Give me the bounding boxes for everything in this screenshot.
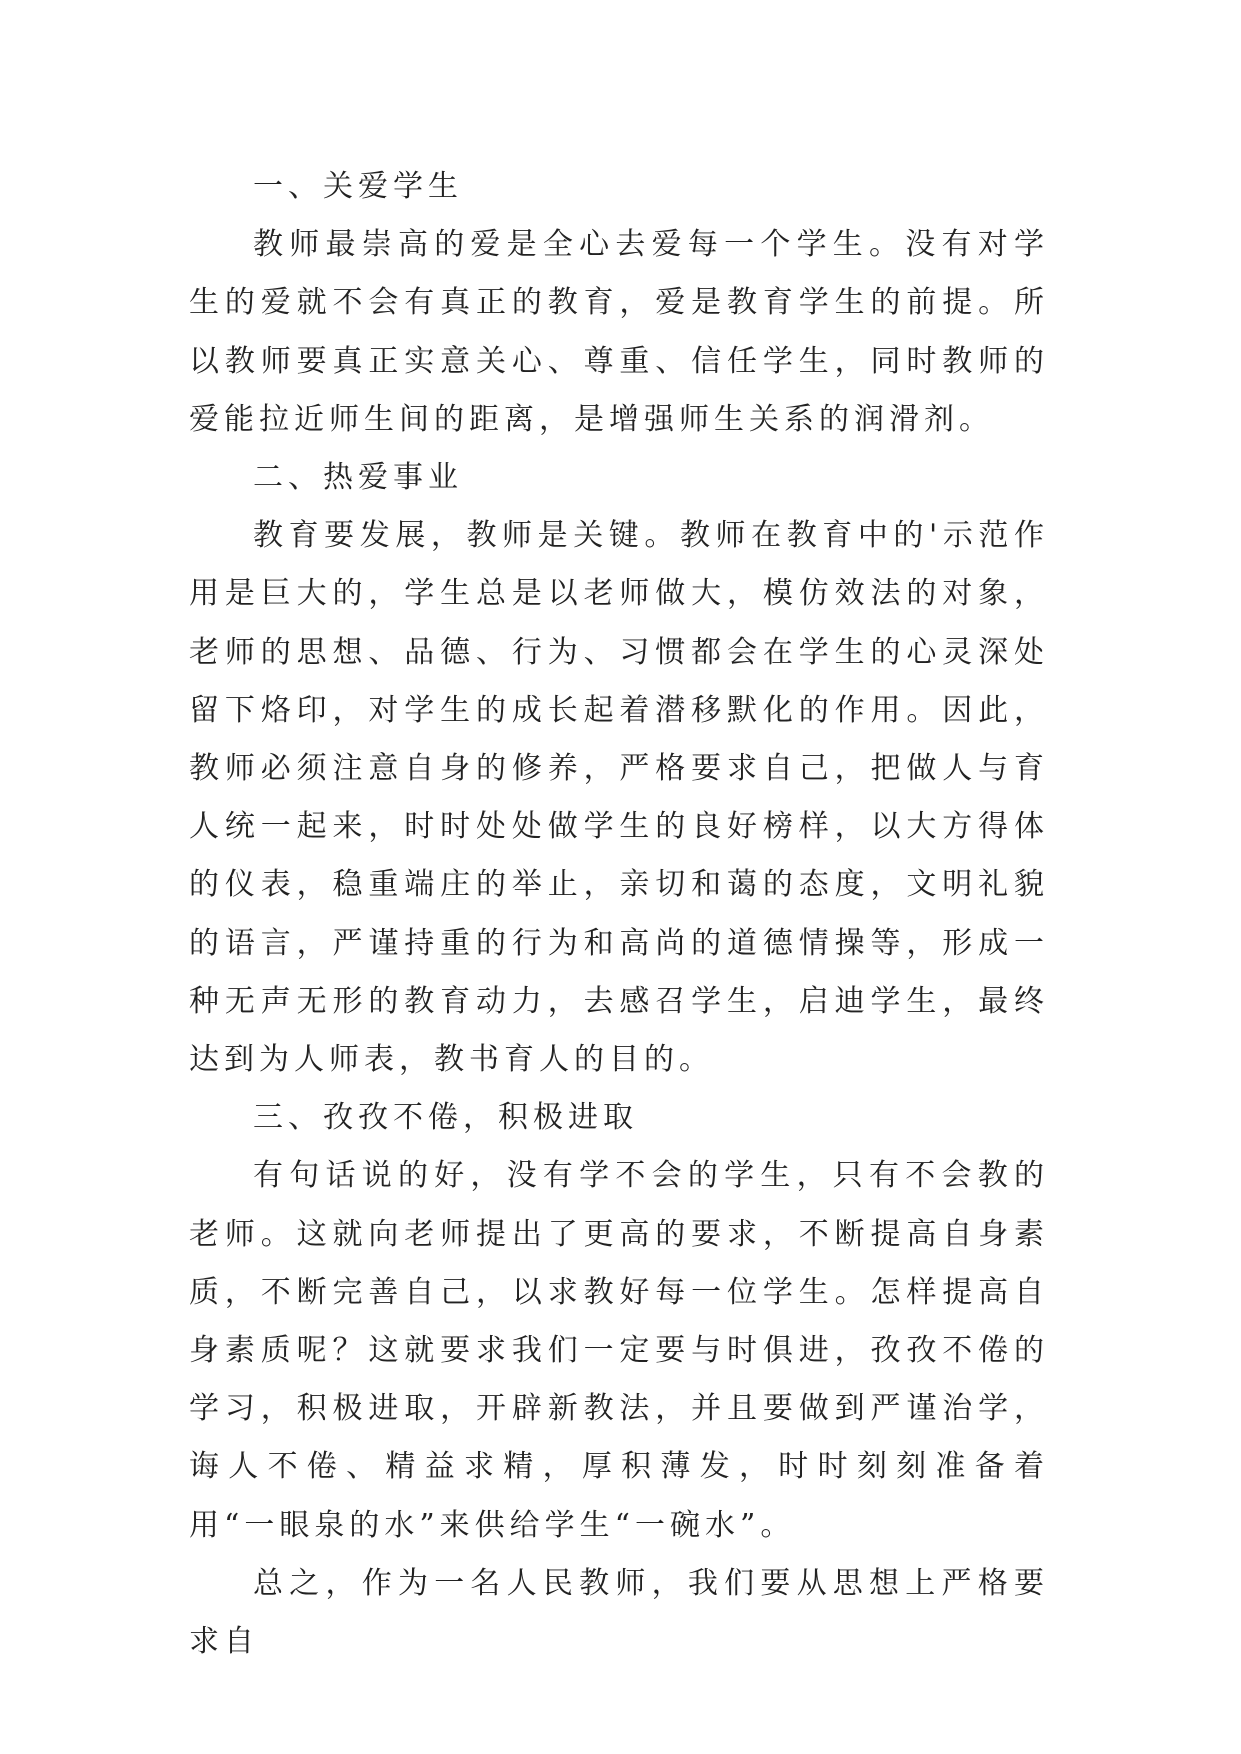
section-heading-3: 三、孜孜不倦，积极进取 — [253, 1100, 638, 1136]
paragraph-1: 教师最崇高的爱是全心去爱每一个学生。没有对学生的爱就不会有真正的教育，爱是教育学生的前提。所以教师要真正实意关心、尊重、信任学生，同时教师的爱能拉近师生间的距离，是增强师生关系的润滑剂。 — [189, 227, 1049, 437]
document-body — [189, 158, 1049, 1671]
paragraph-conclusion: 总之，作为一名人民教师，我们要从思想上严格要求自 — [189, 1565, 1049, 1660]
section-heading-2: 二、热爱事业 — [253, 460, 463, 496]
paragraph-3: 有句话说的好，没有学不会的学生，只有不会教的老师。这就向老师提出了更高的要求，不断提高自身素质，不断完善自己，以求教好每一位学生。怎样提高自身素质呢？这就要求我们一定要与时俱进，孜孜不倦的学习，积极进取，开辟新教法，并且要做到严谨治学，诲人不倦、精益求精，厚积薄发，时时刻刻准备着用“一眼泉的水”来供给学生“一碗水”。 — [189, 1158, 1049, 1543]
paragraph-2: 教育要发展，教师是关键。教师在教育中的'示范作用是巨大的，学生总是以老师做大，模仿效法的对象，老师的思想、品德、行为、习惯都会在学生的心灵深处留下烙印，对学生的成长起着潜移默化的作用。因此，教师必须注意自身的修养，严格要求自己，把做人与育人统一起来，时时处处做学生的良好榜样，以大方得体的仪表，稳重端庄的举止，亲切和蔼的态度，文明礼貌的语言，严谨持重的行为和高尚的道德情操等，形成一种无声无形的教育动力，去感召学生，启迪学生，最终达到为人师表，教书育人的目的。 — [189, 518, 1049, 1078]
section-heading-1: 一、关爱学生 — [253, 169, 463, 204]
